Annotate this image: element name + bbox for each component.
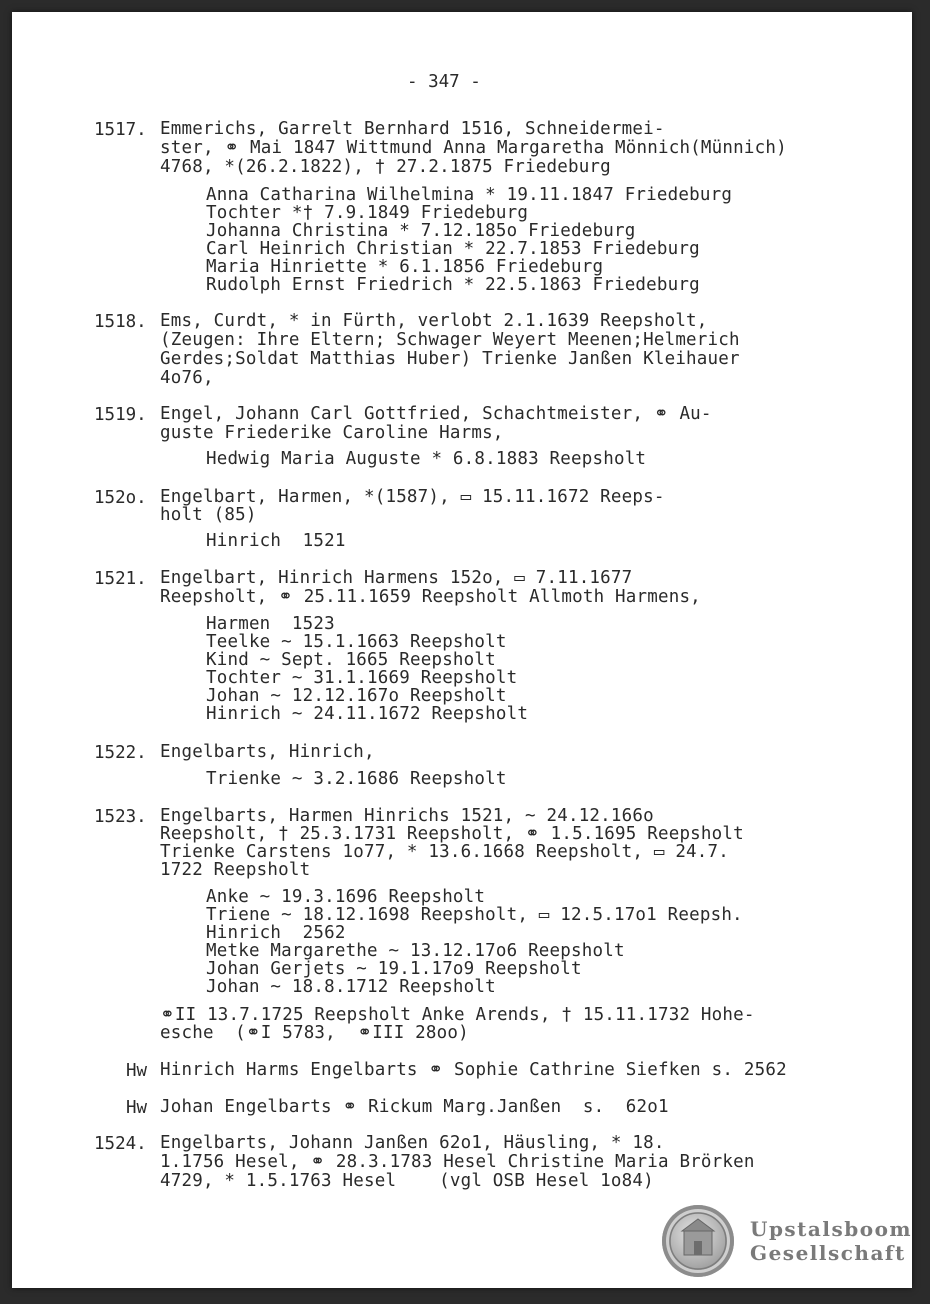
- entry-number: 1523.: [94, 807, 147, 827]
- society-logo-text: [750, 1217, 912, 1265]
- entry-line: Reepsholt, ⚭ 25.11.1659 Reepsholt Allmoth Harmens,: [160, 587, 701, 607]
- child-line: Johan ~ 12.12.167o Reepsholt: [206, 686, 507, 706]
- entry-number: 1519.: [94, 405, 147, 425]
- child-line: Anke ~ 19.3.1696 Reepsholt: [206, 887, 486, 907]
- page-number: - 347 -: [407, 72, 481, 92]
- child-line: Metke Margarethe ~ 13.12.17o6 Reepsholt: [206, 941, 625, 961]
- entry-number: 1522.: [94, 743, 147, 763]
- entry-line: Engelbarts, Harmen Hinrichs 1521, ~ 24.12.166o: [160, 806, 654, 826]
- entry-number: 1524.: [94, 1134, 147, 1154]
- entry-line: 4729, * 1.5.1763 Hesel (vgl OSB Hesel 1o84): [160, 1171, 654, 1191]
- entry-line: Gerdes;Soldat Matthias Huber) Trienke Janßen Kleihauer: [160, 349, 740, 369]
- child-line: Kind ~ Sept. 1665 Reepsholt: [206, 650, 496, 670]
- child-line: Hedwig Maria Auguste * 6.8.1883 Reepsholt: [206, 449, 647, 469]
- child-line: Maria Hinriette * 6.1.1856 Friedeburg: [206, 257, 604, 277]
- child-line: Hinrich 1521: [206, 531, 346, 551]
- entry-line: Engelbarts, Hinrich,: [160, 742, 375, 762]
- child-line: Harmen 1523: [206, 614, 335, 634]
- entry-line: (Zeugen: Ihre Eltern; Schwager Weyert Meenen;Helmerich: [160, 330, 740, 350]
- entry-line: Engel, Johann Carl Gottfried, Schachtmeister, ⚭ Au-: [160, 404, 712, 424]
- entry-line: Ems, Curdt, * in Fürth, verlobt 2.1.1639 Reepsholt,: [160, 311, 708, 331]
- child-line: Johan ~ 18.8.1712 Reepsholt: [206, 977, 496, 997]
- entry-line: Reepsholt, † 25.3.1731 Reepsholt, ⚭ 1.5.1695 Reepsholt: [160, 824, 744, 844]
- hw-line: Johan Engelbarts ⚭ Rickum Marg.Janßen s. 62o1: [160, 1097, 669, 1117]
- entry-number: 152o.: [94, 488, 147, 508]
- entry-line: Emmerichs, Garrelt Bernhard 1516, Schneidermei-: [160, 119, 665, 139]
- entry-line: ster, ⚭ Mai 1847 Wittmund Anna Margaretha Mönnich(Münnich): [160, 138, 787, 158]
- entry-line: Trienke Carstens 1o77, * 13.6.1668 Reepsholt, ▭ 24.7.: [160, 842, 730, 862]
- hw-label: Hw: [126, 1098, 148, 1118]
- logo-line-2: Gesellschaft: [750, 1241, 906, 1265]
- child-line: Anna Catharina Wilhelmina * 19.11.1847 Friedeburg: [206, 185, 733, 205]
- entry-line: Engelbarts, Johann Janßen 62o1, Häusling, * 18.: [160, 1133, 665, 1153]
- hw-line: Hinrich Harms Engelbarts ⚭ Sophie Cathrine Siefken s. 2562: [160, 1060, 787, 1080]
- entry-number: 1518.: [94, 312, 147, 332]
- child-line: Hinrich ~ 24.11.1672 Reepsholt: [206, 704, 529, 724]
- entry-number: 1517.: [94, 120, 147, 140]
- child-line: Tochter *† 7.9.1849 Friedeburg: [206, 203, 529, 223]
- child-line: Carl Heinrich Christian * 22.7.1853 Friedeburg: [206, 239, 700, 259]
- child-line: Johanna Christina * 7.12.185o Friedeburg: [206, 221, 636, 241]
- child-line: Rudolph Ernst Friedrich * 22.5.1863 Friedeburg: [206, 275, 700, 295]
- child-line: Tochter ~ 31.1.1669 Reepsholt: [206, 668, 518, 688]
- entry-number: 1521.: [94, 569, 147, 589]
- child-line: Trienke ~ 3.2.1686 Reepsholt: [206, 769, 507, 789]
- document-page: [12, 12, 912, 1288]
- hw-label: Hw: [126, 1061, 148, 1081]
- entry-line: guste Friederike Caroline Harms,: [160, 423, 504, 443]
- entry-line: 1722 Reepsholt: [160, 860, 311, 880]
- child-line: Hinrich 2562: [206, 923, 346, 943]
- entry-line: 1.1756 Hesel, ⚭ 28.3.1783 Hesel Christine Maria Brörken: [160, 1152, 755, 1172]
- entry-line: 4o76,: [160, 368, 214, 388]
- marriage-line: esche (⚭I 5783, ⚭III 28oo): [160, 1023, 469, 1043]
- child-line: Johan Gerjets ~ 19.1.17o9 Reepsholt: [206, 959, 582, 979]
- entry-line: Engelbart, Hinrich Harmens 152o, ▭ 7.11.1677: [160, 568, 633, 588]
- marriage-line: ⚭II 13.7.1725 Reepsholt Anke Arends, † 15.11.1732 Hohe-: [160, 1005, 755, 1025]
- logo-line-1: Upstalsboom: [750, 1217, 912, 1241]
- child-line: Teelke ~ 15.1.1663 Reepsholt: [206, 632, 507, 652]
- society-seal-icon: [662, 1205, 734, 1277]
- child-line: Triene ~ 18.12.1698 Reepsholt, ▭ 12.5.17o1 Reepsh.: [206, 905, 743, 925]
- entry-line: Engelbart, Harmen, *(1587), ▭ 15.11.1672 Reeps-: [160, 487, 665, 507]
- entry-line: holt (85): [160, 505, 257, 525]
- entry-line: 4768, *(26.2.1822), † 27.2.1875 Friedeburg: [160, 157, 611, 177]
